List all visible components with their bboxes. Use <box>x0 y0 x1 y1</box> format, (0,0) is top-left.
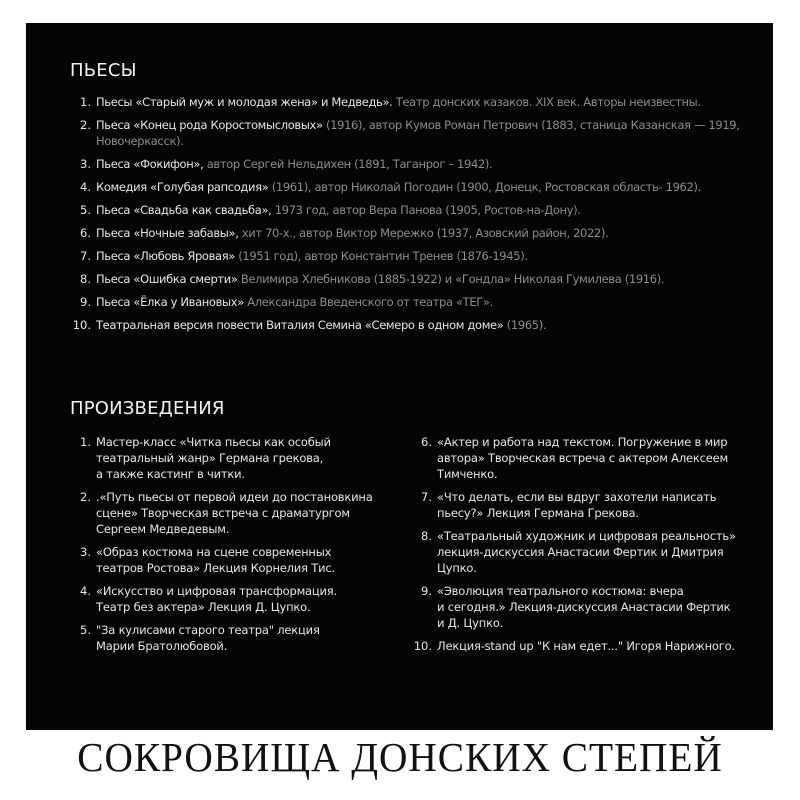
plays-list-item <box>70 295 750 311</box>
plays-list-item <box>70 157 750 173</box>
works-list-item <box>70 544 390 576</box>
list-item-number: 3. <box>80 156 91 171</box>
play-title: Пьесы «Старый муж и молодая жена» и Медведь». <box>96 95 393 109</box>
dark-content-panel <box>26 23 773 730</box>
list-item-number: 8. <box>80 271 91 286</box>
works-list-item <box>409 638 754 654</box>
play-title: Комедия «Голубая рапсодия» <box>96 179 269 194</box>
play-details: (1951 год), автор Константин Тренев (1876-1945). <box>234 248 528 263</box>
list-item-number: 6. <box>421 435 432 449</box>
list-item-number: 2. <box>80 490 91 504</box>
work-description: .«Путь пьесы от первой идеи до постановкина сцене» Творческая встреча с драматургом Сергеем Медведевым. <box>96 490 373 536</box>
plays-list-item <box>70 318 750 334</box>
plays-section-title: ПЬЕСЫ <box>70 60 137 81</box>
play-details: (1965). <box>503 317 547 332</box>
work-description: «Что делать, если вы вдруг захотели написать пьесу?» Лекция Германа Грекова. <box>437 490 717 520</box>
works-list-item <box>70 583 390 615</box>
list-item-number: 9. <box>421 584 432 598</box>
list-item-number: 5. <box>80 202 91 217</box>
play-title: Пьеса «Ночные забавы», <box>96 225 239 240</box>
list-item-number: 4. <box>80 179 91 194</box>
play-details: 1973 год, автор Вера Панова (1905, Ростов-на-Дону). <box>271 202 581 217</box>
play-title: Пьеса «Любовь Яровая» <box>96 248 235 263</box>
works-list-right-column <box>409 434 754 661</box>
play-details: автор Сергей Нельдихен (1891, Таганрог – 1942). <box>203 156 493 171</box>
play-details: Театр донских казаков. XIX век. Авторы неизвестны. <box>392 95 701 109</box>
play-title: Пьеса «Свадьба как свадьба», <box>96 202 272 217</box>
play-title: Театральная версия повести Виталия Семина «Семеро в одном доме» <box>96 317 504 332</box>
footer-title: СОКРОВИЩА ДОНСКИХ СТЕПЕЙ <box>77 734 723 780</box>
works-list-item <box>409 583 754 631</box>
list-item-number: 2. <box>80 118 91 132</box>
play-details: хит 70-х., автор Виктор Мережко (1937, Азовский район, 2022). <box>238 225 609 240</box>
work-description: «Актер и работа над текстом. Погружение в мир автора» Творческая встреча с актером Алексеем Тимченко. <box>437 435 728 481</box>
works-list-item <box>70 622 390 654</box>
play-title: Пьеса «Конец рода Коростомысловых» <box>96 118 323 132</box>
work-description: «Образ костюма на сцене современных театров Ростова» Лекция Корнелия Тис. <box>96 545 335 575</box>
play-details: Велимира Хлебникова (1885-1922) и «Гондла» Николая Гумилева (1916). <box>237 271 665 286</box>
list-item-number: 9. <box>80 294 91 309</box>
plays-list-item <box>70 272 750 288</box>
list-item-number: 10. <box>413 639 432 653</box>
work-description: «Эволюция театрального костюма: вчера и сегодня.» Лекция-дискуссия Анастасии Фертик и Д. Цупко. <box>437 584 731 630</box>
list-item-number: 8. <box>421 529 432 543</box>
plays-list-item <box>70 180 750 196</box>
list-item-number: 6. <box>80 225 91 240</box>
plays-list-item <box>70 118 750 149</box>
works-list-item <box>409 489 754 521</box>
works-list-item <box>70 489 390 537</box>
play-title: Пьеса «Фокифон», <box>96 156 204 171</box>
works-list-item <box>409 528 754 576</box>
plays-list-item <box>70 226 750 242</box>
works-list-item <box>409 434 754 482</box>
works-list-item <box>70 434 390 482</box>
work-description: Лекция-stand up "К нам едет..." Игоря Нарижного. <box>437 639 735 653</box>
play-details: Александра Введенского от театра «ТЕГ». <box>243 294 493 309</box>
plays-list-item <box>70 95 750 111</box>
list-item-number: 5. <box>80 623 91 637</box>
works-list-left-column <box>70 434 390 661</box>
work-description: «Театральный художник и цифровая реальность» лекция-дискуссия Анастасии Фертик и Дмитрия Цупко. <box>437 529 736 575</box>
work-description: "За кулисами старого театра" лекция Марии Братолюбовой. <box>96 623 320 653</box>
play-details: (1961), автор Николай Погодин (1900, Донецк, Ростовская область- 1962). <box>268 179 701 194</box>
works-section-title: ПРОИЗВЕДЕНИЯ <box>70 398 225 419</box>
list-item-number: 10. <box>72 317 91 332</box>
list-item-number: 7. <box>421 490 432 504</box>
work-description: Мастер-класс «Читка пьесы как особый театральный жанр» Германа грекова, а также кастинг в читки. <box>96 435 331 481</box>
work-description: «Искусство и цифровая трансформация. Театр без актера» Лекция Д. Цупко. <box>96 584 337 614</box>
list-item-number: 1. <box>80 95 91 109</box>
list-item-number: 4. <box>80 584 91 598</box>
plays-list-item <box>70 249 750 265</box>
list-item-number: 3. <box>80 545 91 559</box>
plays-list-item <box>70 203 750 219</box>
play-details: (1916), автор Кумов Роман Петрович (1883, станица Казанская — 1919, Новочеркасск). <box>96 118 740 148</box>
play-title: Пьеса «Ошибка смерти» <box>96 271 238 286</box>
list-item-number: 7. <box>80 248 91 263</box>
plays-list <box>70 95 750 341</box>
list-item-number: 1. <box>80 435 91 449</box>
play-title: Пьеса «Ёлка у Ивановых» <box>96 294 244 309</box>
